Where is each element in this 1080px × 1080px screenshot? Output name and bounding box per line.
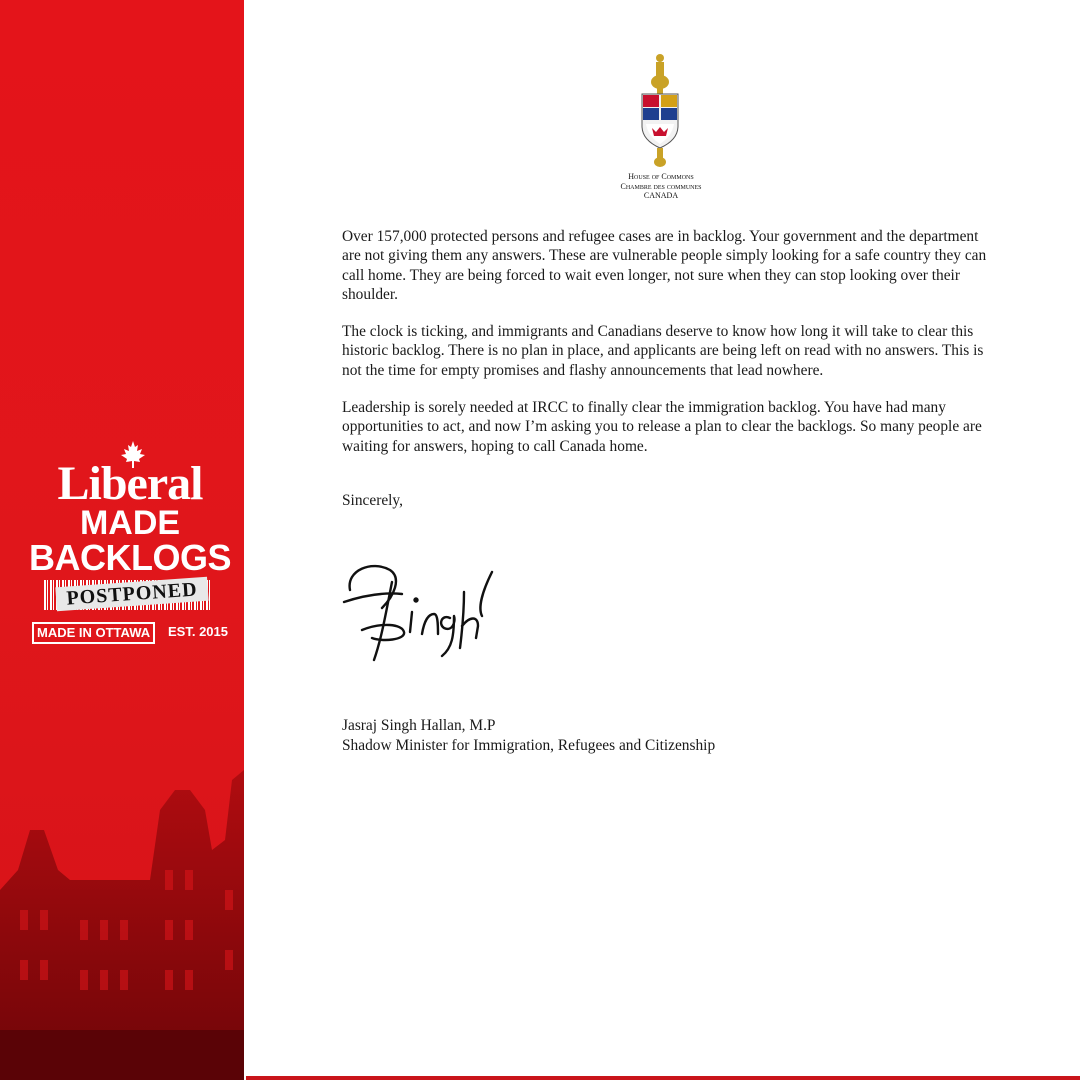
campaign-sidebar bbox=[0, 0, 244, 1080]
parliament-building-image bbox=[0, 770, 244, 1080]
brand-made-text: MADE bbox=[79, 504, 181, 542]
signature-block bbox=[342, 716, 715, 756]
letter-page bbox=[246, 0, 1080, 1080]
letterhead bbox=[576, 172, 746, 201]
made-in-label: MADE IN OTTAWA bbox=[32, 622, 155, 644]
postponed-stamp: POSTPONED bbox=[55, 577, 208, 612]
signatory-title: Shadow Minister for Immigration, Refugees and Citizenship bbox=[342, 737, 716, 754]
letterhead-line2: Chambre des communes bbox=[620, 181, 702, 191]
letter-body bbox=[342, 227, 992, 474]
brand-backlogs-text: BACKLOGS bbox=[29, 537, 231, 578]
paragraph: Leadership is sorely needed at IRCC to finally clear the immigration backlog. You have had many opportunities to act, and now I’m asking you to release a plan to clear the backlogs. So many people are waiting for answers, hoping to call Canada home. bbox=[342, 399, 982, 455]
signatory-name: Jasraj Singh Hallan, M.P bbox=[342, 717, 496, 734]
paragraph: Over 157,000 protected persons and refugee cases are in backlog. Your government and the department are not giving them any answers. These are vulnerable people simply looking for a safe country they can call home. They are being forced to wait even longer, not sure when they can stop looking over their shoulder. bbox=[342, 228, 987, 303]
handwritten-signature bbox=[342, 552, 532, 667]
closing: Sincerely, bbox=[342, 492, 403, 509]
bottom-rule bbox=[246, 1076, 1080, 1080]
letterhead-line3: CANADA bbox=[643, 191, 679, 200]
house-of-commons-crest-icon bbox=[638, 52, 682, 170]
paragraph: The clock is ticking, and immigrants and Canadians deserve to know how long it will take to clear this historic backlog. There is no plan in place, and applicants are being left on read with no answers. This is not the time for empty promises and flashy announcements that lead nowhere. bbox=[342, 323, 984, 379]
letterhead-line1: House of Commons bbox=[628, 172, 694, 181]
est-label: EST. 2015 bbox=[168, 624, 228, 639]
brand-wordmark: Liberal bbox=[57, 457, 203, 510]
